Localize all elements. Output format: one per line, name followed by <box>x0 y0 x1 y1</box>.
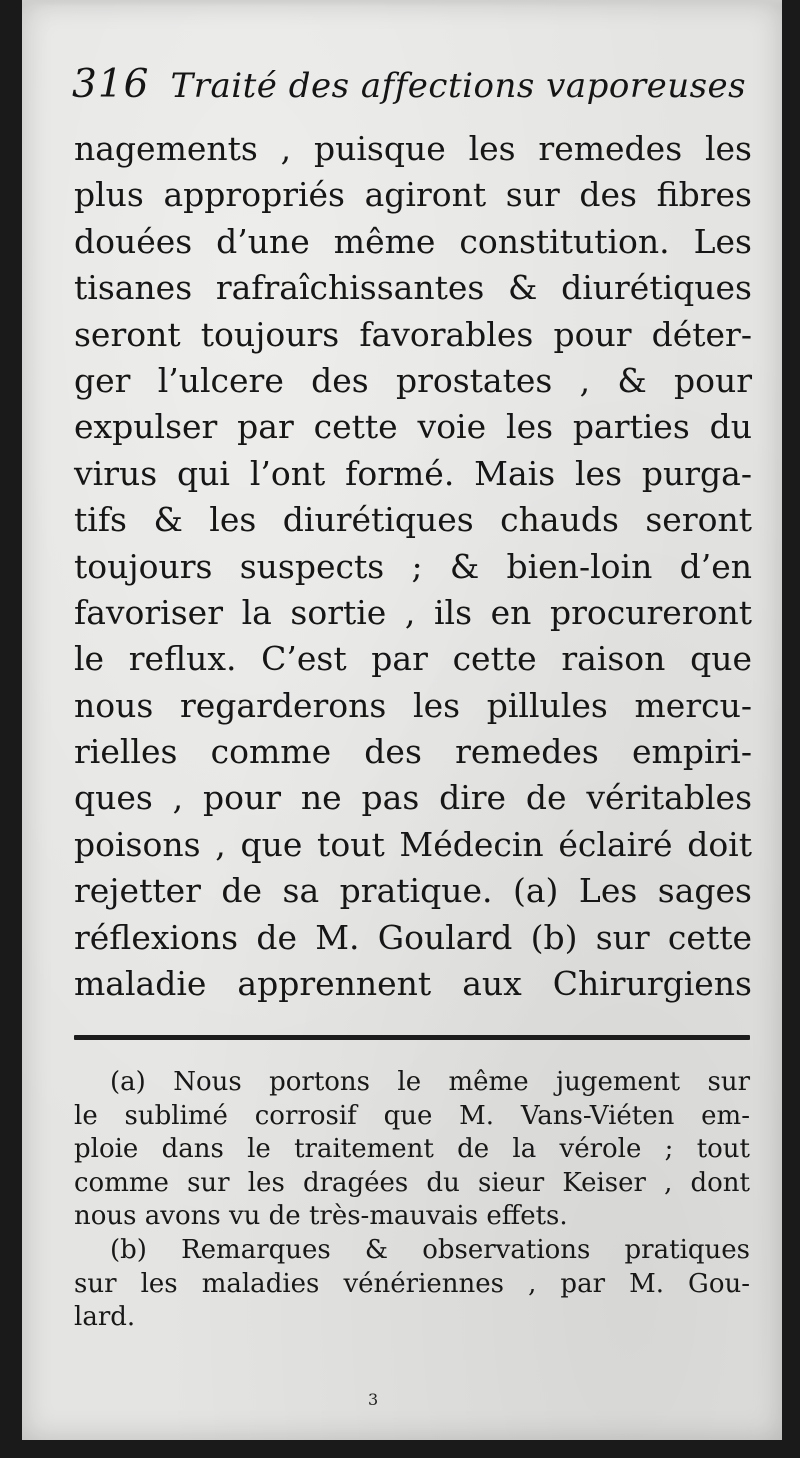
footnote-line: comme sur les dragées du sieur Keiser , dont <box>74 1167 750 1198</box>
text-line: virus qui l’ont formé. Mais les purga- <box>74 453 752 493</box>
text-line: douées d’une même constitution. Les <box>74 221 752 261</box>
text-line: tisanes rafraîchissantes & diurétiques <box>74 268 752 308</box>
text-line: poisons , que tout Médecin éclairé doit <box>74 824 752 864</box>
running-title: Traité des affections vaporeuses <box>170 66 747 106</box>
text-line: toujours suspects ; & bien-loin d’en <box>74 546 752 586</box>
text-line: ger l’ulcere des prostates , & pour <box>74 360 752 400</box>
main-text-block <box>74 126 752 1007</box>
footnote-line: le sublimé corrosif que M. Vans-Viéten em- <box>74 1100 750 1131</box>
text-line: expulser par cette voie les parties du <box>74 407 752 447</box>
text-line: réflexions de M. Goulard (b) sur cette <box>74 917 752 957</box>
footnote-line: (b) Remarques & observations pratiques <box>110 1234 750 1265</box>
text-line: seront toujours favorables pour déter- <box>74 314 752 354</box>
text-line: maladie apprennent aux Chirurgiens <box>74 964 752 1004</box>
footnotes-block <box>74 1066 750 1335</box>
footnote-line: (a) Nous portons le même jugement sur <box>110 1067 750 1097</box>
text-line: plus appropriés agiront sur des fibres <box>74 175 752 215</box>
text-line: nagements , puisque les remedes les <box>74 129 752 168</box>
page-number: 316 <box>72 62 150 107</box>
signature-mark: 3 <box>368 1390 379 1409</box>
footnote-rule <box>74 1035 750 1040</box>
text-line: rejetter de sa pratique. (a) Les sages <box>74 871 752 911</box>
footnote-line: nous avons vu de très-mauvais effets. <box>74 1201 568 1232</box>
running-head <box>72 62 747 112</box>
text-line: rielles comme des remedes empiri- <box>74 732 752 772</box>
book-page <box>22 0 782 1440</box>
footnote-line: ploie dans le traitement de la vérole ; tout <box>74 1134 750 1165</box>
text-line: nous regarderons les pillules mercu- <box>74 685 752 725</box>
text-line: favoriser la sortie , ils en procureront <box>74 592 752 632</box>
text-line: tifs & les diurétiques chauds seront <box>74 500 752 540</box>
text-line: le reflux. C’est par cette raison que <box>74 639 752 679</box>
page-edge <box>22 0 782 6</box>
footnote-line: sur les maladies vénériennes , par M. Gou- <box>74 1268 750 1299</box>
text-line: ques , pour ne pas dire de véritables <box>74 778 752 818</box>
footnote-line: lard. <box>74 1302 136 1333</box>
